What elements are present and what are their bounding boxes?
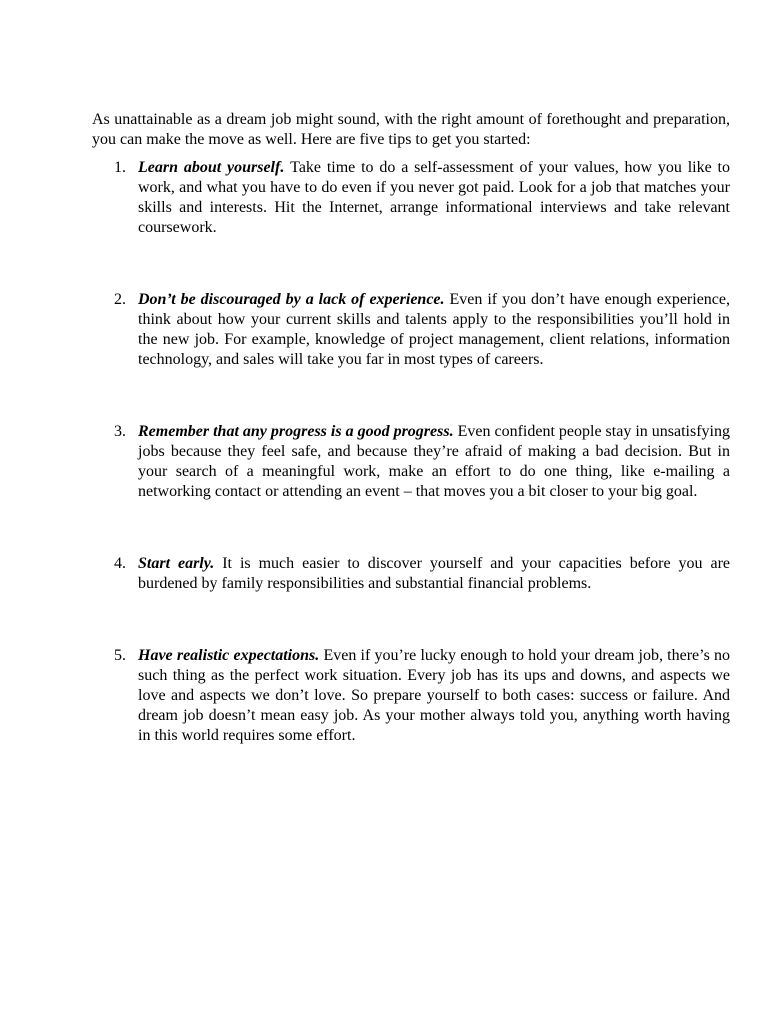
tip-number: 3. (114, 423, 126, 440)
tip-body: Even if you’re lucky enough to hold your dream job, there’s no such thing as the perfect work situation. Every job has its ups and downs, and aspects we love and aspects we don’t love. So prepare yourself to both cases: success or failure. And dream job doesn’t mean easy job. As your mother always told you, anything worth having in this world requires some effort. (138, 647, 730, 744)
tip-number: 2. (114, 291, 126, 308)
tip-body: It is much easier to discover yourself and your capacities before you are burdened by family responsibilities and substantial financial problems. (138, 555, 731, 592)
tip-heading: Remember that any progress is a good progress. (138, 423, 458, 440)
tip-body: Take time to do a self-assessment of your values, how you like to work, and what you have to do even if you never got paid. Look for a job that matches your skills and interests. Hit the Internet, arrange informational interviews and take relevant coursework. (138, 159, 730, 236)
tip-number: 4. (114, 555, 126, 572)
tip-heading: Learn about yourself. (138, 159, 291, 176)
document-page (92, 110, 730, 746)
tip-heading: Have realistic expectations. (138, 647, 324, 664)
tip-body: Even if you don’t have enough experience, think about how your current skills and talents apply to the responsibilities you’ll hold in the new job. For example, knowledge of project management, client relations, information technology, and sales will take you far in most types of careers. (138, 291, 730, 368)
tip-item (92, 422, 730, 502)
tip-item (92, 290, 730, 370)
tips-list (92, 158, 730, 746)
tip-heading: Start early. (138, 555, 223, 572)
tip-heading: Don’t be discouraged by a lack of experience. (138, 291, 450, 308)
tip-body: Even confident people stay in unsatisfying jobs because they feel safe, and because they’re afraid of making a bad decision. But in your search of a meaningful work, make an effort to do one thing, like e-mailing a networking contact or attending an event – that moves you a bit closer to your big goal. (138, 423, 730, 500)
tip-item (92, 646, 730, 746)
tip-number: 1. (114, 159, 126, 176)
tip-number: 5. (114, 647, 126, 664)
intro-paragraph: As unattainable as a dream job might sound, with the right amount of forethought and preparation, you can make the move as well. Here are five tips to get you started: (92, 111, 730, 148)
tip-item (92, 554, 730, 594)
tip-item (92, 158, 730, 238)
